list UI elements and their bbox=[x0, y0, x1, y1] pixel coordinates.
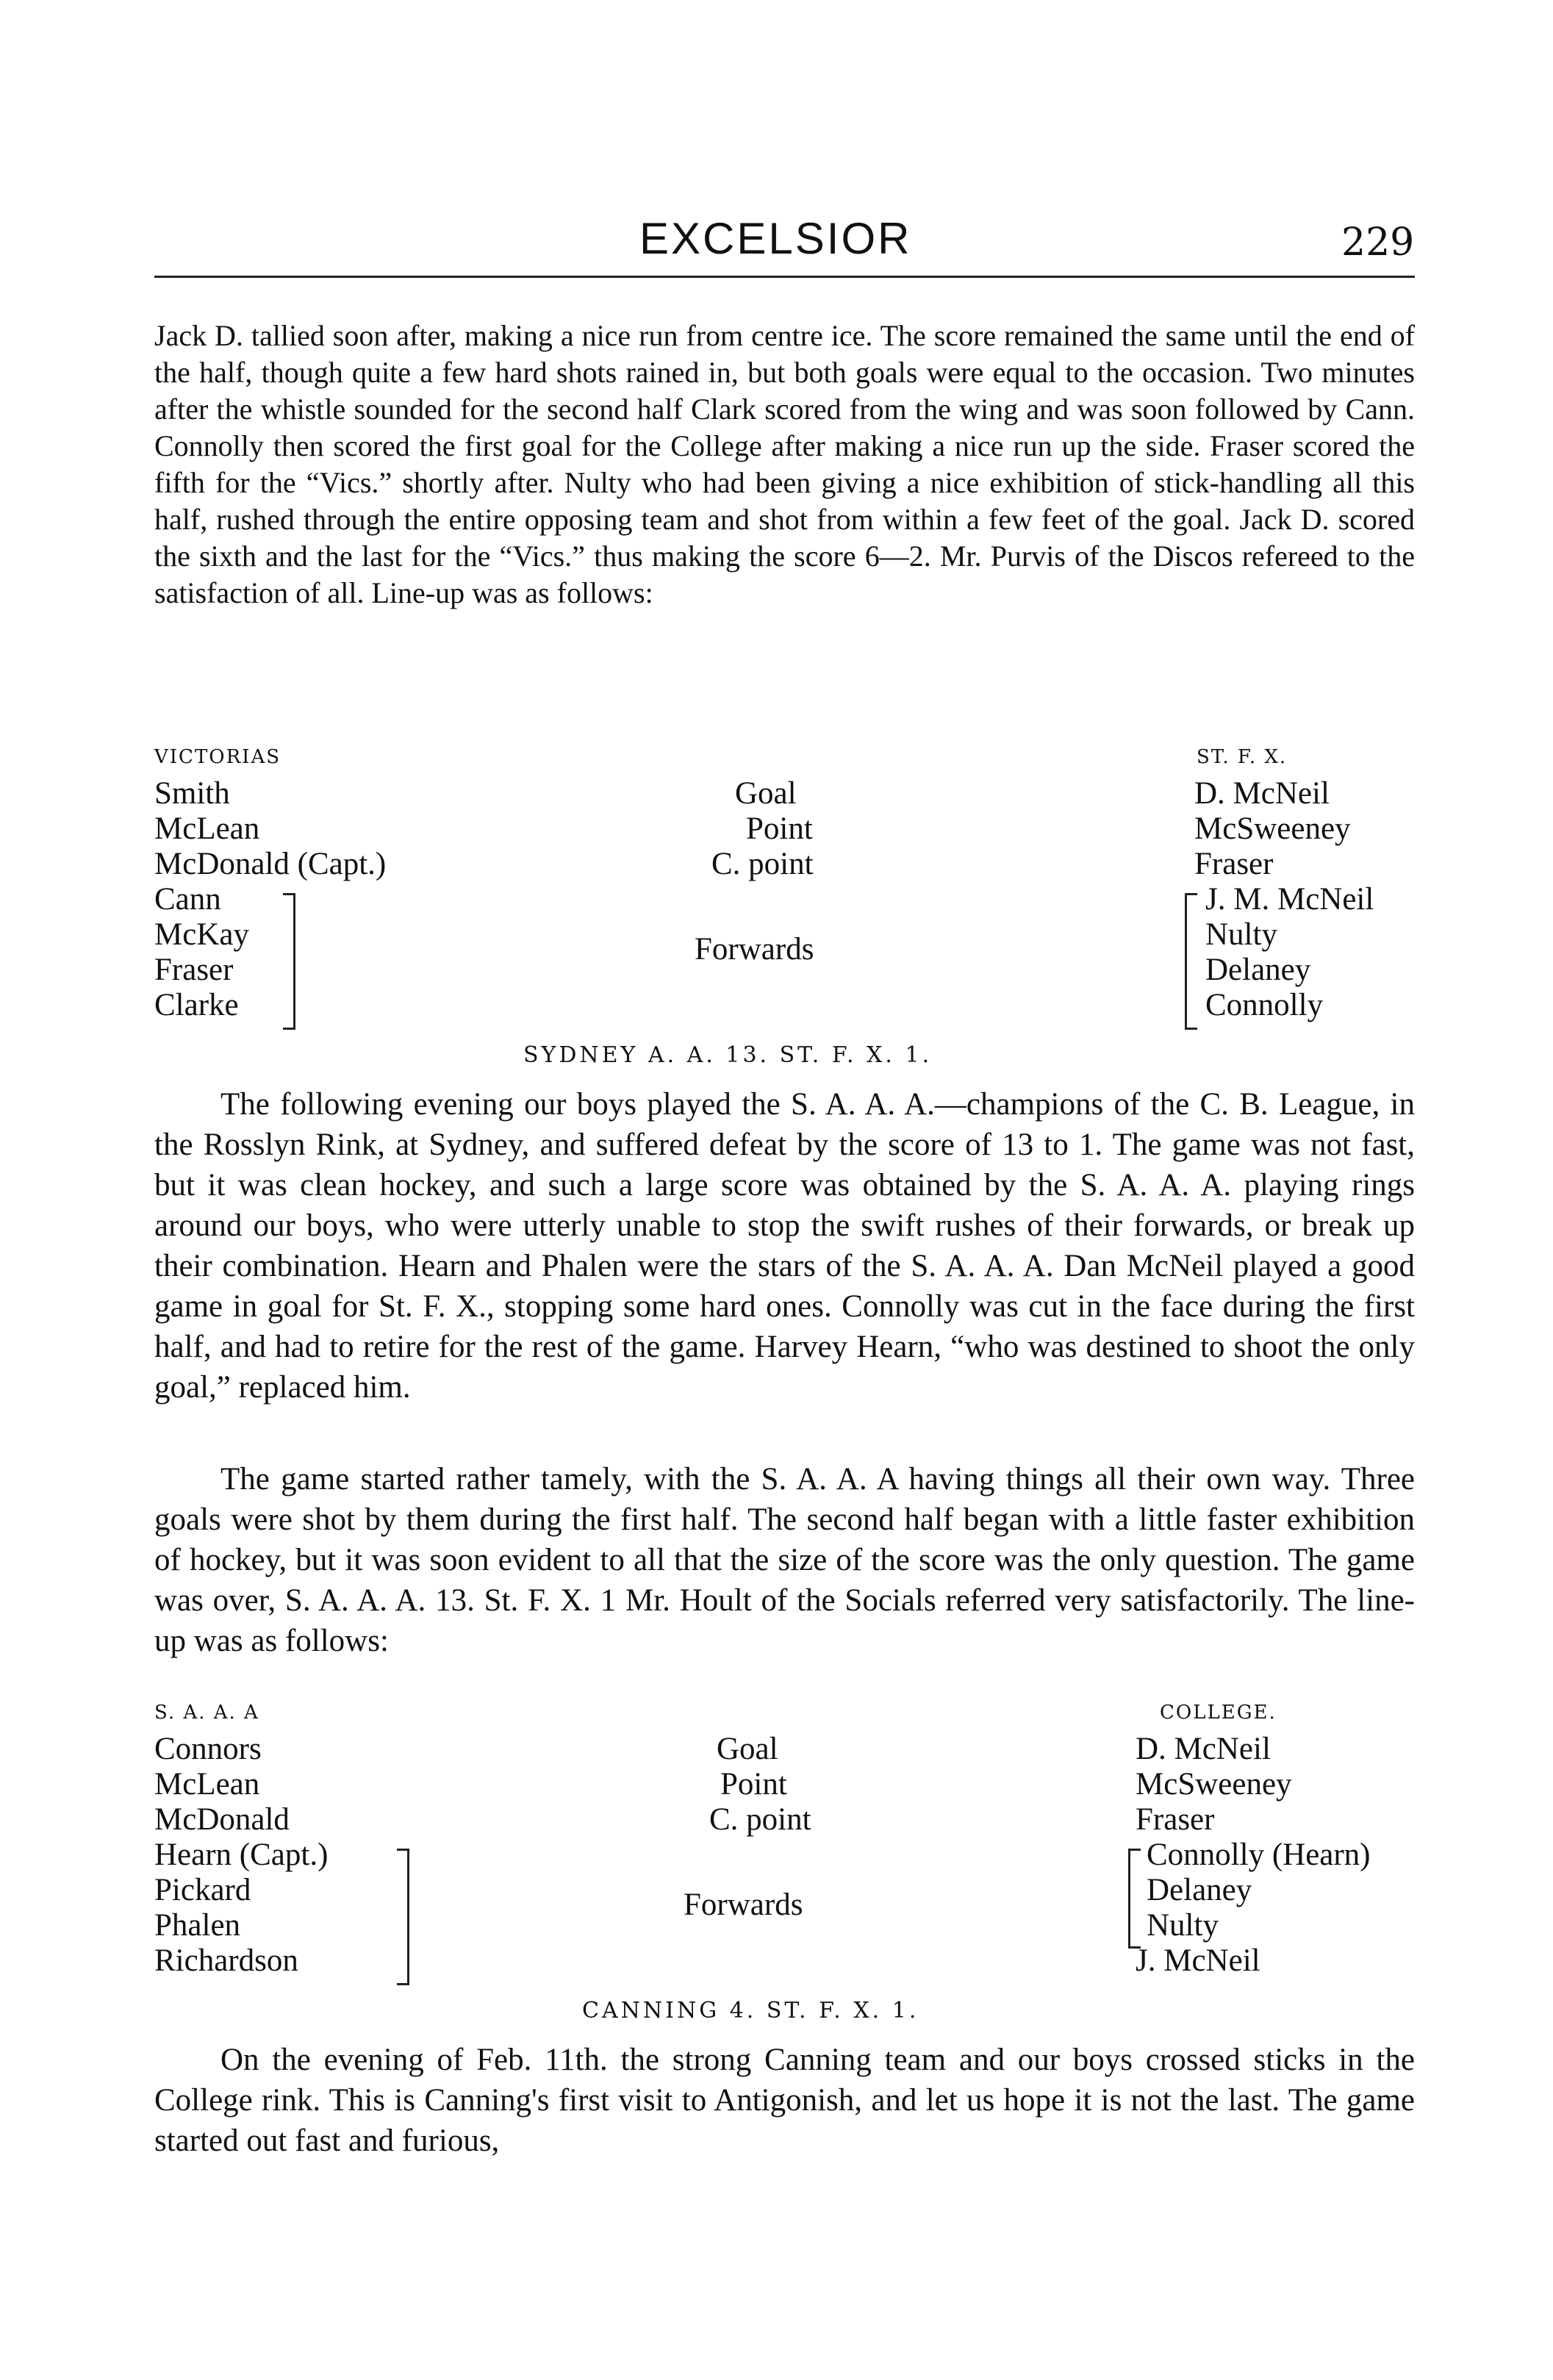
lineup1-player-left: Clarke bbox=[154, 988, 239, 1022]
lineup2-player-right: Fraser bbox=[1136, 1802, 1215, 1837]
header-rule bbox=[154, 276, 1415, 278]
lineup1-player-left: Smith bbox=[154, 776, 230, 811]
lineup2-right-header: COLLEGE. bbox=[1160, 1702, 1277, 1724]
lineup1-row bbox=[0, 846, 1553, 881]
lineup2-row bbox=[0, 1907, 1553, 1943]
lineup1-player-right: Delaney bbox=[1205, 953, 1311, 987]
page-number: 229 bbox=[1341, 221, 1415, 265]
lineup1-row bbox=[0, 987, 1553, 1022]
lineup2-row bbox=[0, 1766, 1553, 1802]
lineup2-player-right: Delaney bbox=[1147, 1873, 1252, 1907]
lineup1-position: Point bbox=[746, 811, 813, 846]
lineup2-player-right: D. McNeil bbox=[1136, 1732, 1271, 1766]
lineup1-row bbox=[0, 881, 1553, 917]
result-heading-sydney: SYDNEY A. A. 13. ST. F. X. 1. bbox=[523, 1042, 933, 1068]
lineup2-player-right: McSweeney bbox=[1136, 1767, 1292, 1802]
lineup1-position: Goal bbox=[735, 776, 797, 811]
lineup2-position: Goal bbox=[717, 1732, 778, 1766]
lineup1-row bbox=[0, 917, 1553, 967]
lineup2-left-header: S. A. A. A bbox=[154, 1702, 259, 1724]
lineup1-row bbox=[0, 952, 1553, 987]
paragraph-3 bbox=[154, 1459, 1415, 1661]
lineup2-player-right: J. McNeil bbox=[1136, 1943, 1260, 1978]
lineup2-player-left: Pickard bbox=[154, 1873, 251, 1907]
lineup2-player-left: Connors bbox=[154, 1732, 262, 1766]
paragraph-4-text: On the evening of Feb. 11th. the strong Canning team and our boys crossed sticks in the College rink. This is Canning's first visit to Antigonish, and let us hope it is not the last. The game started out fast and furious, bbox=[154, 2043, 1415, 2158]
lineup2-position: C. point bbox=[709, 1802, 811, 1837]
forwards-bracket-right bbox=[1128, 1849, 1141, 1949]
paragraph-3-text: The game started rather tamely, with the S. A. A. A having things all their own way. Three goals were shot by them during the first half. The second half began with a little faster exhibition of hockey, but it was soon evident to all that the size of the score was the only question. The game was over, S. A. A. A. 13. St. F. X. 1 Mr. Hoult of the Socials referred very satisfactorily. The line-up was as follows: bbox=[154, 1462, 1415, 1658]
lineup1-player-left: McLean bbox=[154, 811, 260, 846]
lineup2-player-left: McLean bbox=[154, 1767, 260, 1802]
lineup1-position: Forwards bbox=[695, 932, 814, 967]
lineup2-position: Point bbox=[720, 1767, 787, 1802]
lineup1-player-right: McSweeney bbox=[1194, 811, 1351, 846]
paragraph-2-text: The following evening our boys played the S. A. A. A.—champions of the C. B. League, in the Rosslyn Rink, at Sydney, and suffered defeat by the score of 13 to 1. The game was not fast, but it was clean hockey, and such a large score was obtained by the S. A. A. A. playing rings around our boys, who were utterly unable to stop the swift rushes of their forwards, or break up their combination. Hearn and Phalen were the stars of the S. A. A. A. Dan McNeil played a good game in goal for St. F. X., stopping some hard ones. Connolly was cut in the face during the first half, and had to retire for the rest of the game. Harvey Hearn, “who was destined to shoot the only goal,” replaced him. bbox=[154, 1087, 1415, 1405]
lineup2-row bbox=[0, 1872, 1553, 1922]
lineup2-player-left: Richardson bbox=[154, 1943, 298, 1978]
paragraph-1: Jack D. tallied soon after, making a nice run from centre ice. The score remained the same until the end of the half, though quite a few hard shots rained in, but both goals were equal to the occasion. Two minutes after the whistle sounded for the second half Clark scored from the wing and was soon followed by Cann. Connolly then scored the first goal for the College after making a nice run up the side. Fraser scored the fifth for the “Vics.” shortly after. Nulty who had been giving a nice exhibition of stick-handling all this half, rushed through the entire opposing team and shot from within a few feet of the goal. Jack D. scored the sixth and the last for the “Vics.” thus making the score 6—2. Mr. Purvis of the Discos refereed to the satisfaction of all. Line-up was as follows: bbox=[154, 319, 1415, 609]
lineup2-row bbox=[0, 1731, 1553, 1766]
paragraph-4 bbox=[154, 2040, 1415, 2161]
lineup2-player-right: Nulty bbox=[1147, 1908, 1219, 1943]
lineup1-player-right: Fraser bbox=[1194, 847, 1274, 881]
lineup1-player-right: J. M. McNeil bbox=[1205, 882, 1374, 917]
lineup1-player-right: Connolly bbox=[1205, 988, 1324, 1022]
lineup2-position: Forwards bbox=[684, 1888, 803, 1922]
lineup1-right-header: ST. F. X. bbox=[1197, 746, 1288, 768]
lineup1-row bbox=[0, 811, 1553, 846]
forwards-bracket-right bbox=[1185, 893, 1197, 1030]
lineup2-row bbox=[0, 1943, 1553, 1978]
lineup2-row bbox=[0, 1802, 1553, 1837]
lineup1-player-left: McKay bbox=[154, 917, 249, 952]
lineup2-player-right: Connolly (Hearn) bbox=[1147, 1838, 1371, 1872]
lineup1-player-right: D. McNeil bbox=[1194, 776, 1330, 811]
lineup1-player-right: Nulty bbox=[1205, 917, 1277, 952]
lineup1-player-left: McDonald (Capt.) bbox=[154, 847, 387, 881]
lineup2-row bbox=[0, 1837, 1553, 1872]
lineup1-position: C. point bbox=[711, 847, 814, 881]
lineup1-player-left: Fraser bbox=[154, 953, 234, 987]
result-heading-canning: CANNING 4. ST. F. X. 1. bbox=[582, 1998, 919, 2024]
forwards-bracket-left bbox=[397, 1849, 409, 1985]
lineup2-player-left: McDonald bbox=[154, 1802, 290, 1837]
lineup1-left-header: VICTORIAS bbox=[154, 746, 281, 768]
lineup1-row bbox=[0, 775, 1553, 811]
lineup2-player-left: Hearn (Capt.) bbox=[154, 1838, 329, 1872]
lineup2-player-left: Phalen bbox=[154, 1908, 241, 1943]
lineup1-player-left: Cann bbox=[154, 882, 221, 917]
forwards-bracket-left bbox=[283, 893, 295, 1030]
paragraph-2 bbox=[154, 1084, 1415, 1408]
page-header-title: EXCELSIOR bbox=[639, 214, 912, 263]
